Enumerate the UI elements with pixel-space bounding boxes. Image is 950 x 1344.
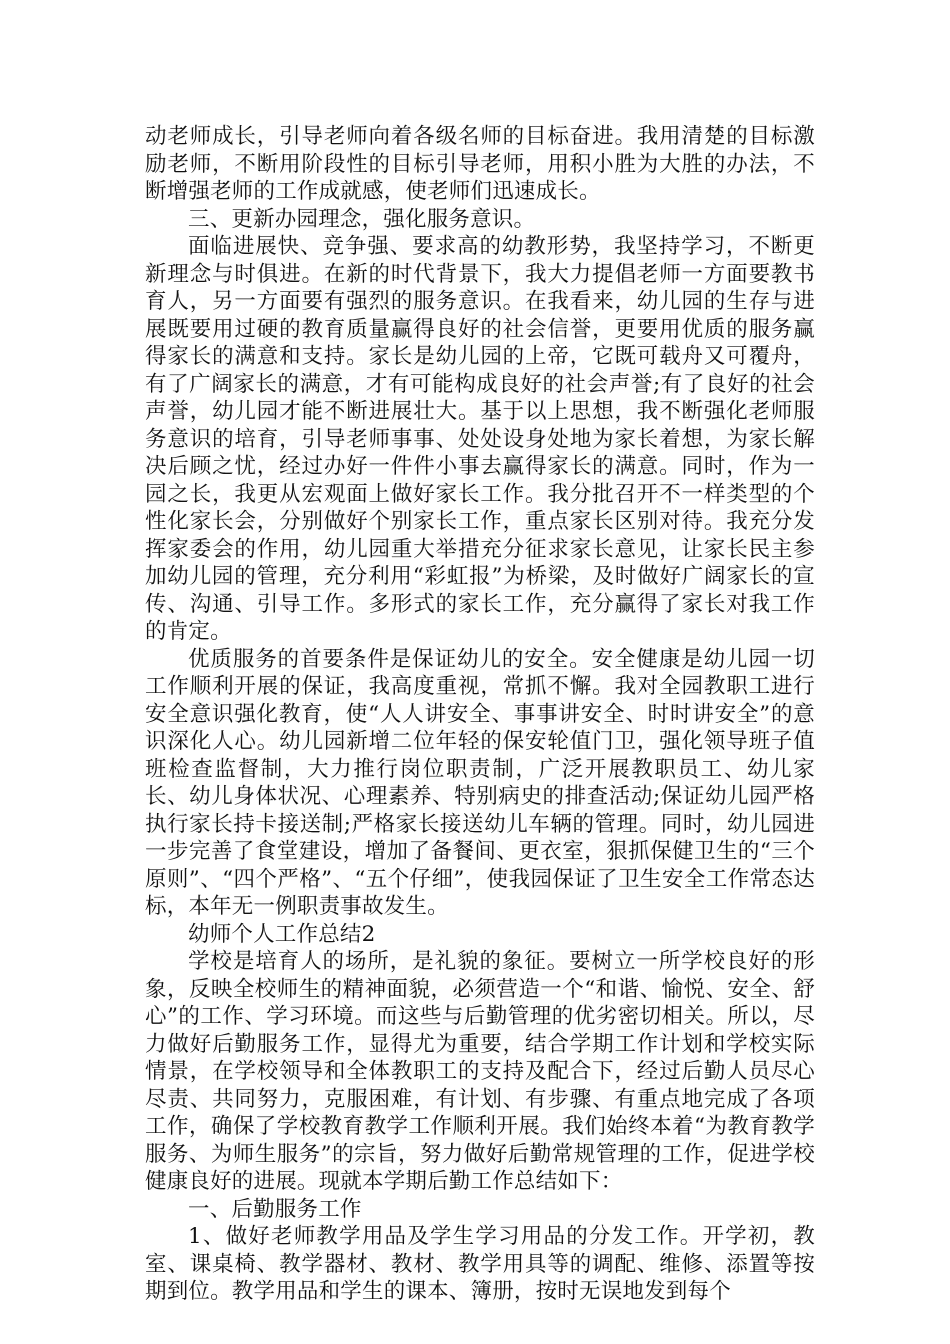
document-subtitle: 幼师个人工作总结2 — [188, 921, 376, 947]
paragraph: 学校是培育人的场所，是礼貌的象征。要树立一所学校良好的形象，反映全校师生的精神面貌，必须营造一个“和谐、愉悦、安全、舒心”的工作、学习环境。而这些与后勤管理的优劣密切相关。所以，尽力做好后勤服务工作，显得尤为重要，结合学期工作计划和学校实际情景，在学校领导和全体教职工的支持及配合下，经过后勤人员尽心尽责、共同努力，克服困难，有计划、有步骤、有重点地完成了各项工作，确保了学校教育教学工作顺利开展。我们始终本着“为教育教学服务、为师生服务”的宗旨，努力做好后勤常规管理的工作，促进学校健康良好的进展。现就本学期后勤工作总结如下： — [145, 949, 815, 1194]
document-body — [145, 123, 815, 1306]
section-heading-1: 一、后勤服务工作 — [188, 1196, 362, 1222]
section-heading-3: 三、更新办园理念，强化服务意识。 — [188, 206, 536, 232]
paragraph: 面临进展快、竞争强、要求高的幼教形势，我坚持学习，不断更新理念与时俱进。在新的时代背景下，我大力提倡老师一方面要教书育人，另一方面要有强烈的服务意识。在我看来，幼儿园的生存与进展既要用过硬的教育质量赢得良好的社会信誉，更要用优质的服务赢得家长的满意和支持。家长是幼儿园的上帝，它既可载舟又可覆舟，有了广阔家长的满意，才有可能构成良好的社会声誉;有了良好的社会声誉，幼儿园才能不断进展壮大。基于以上思想，我不断强化老师服务意识的培育，引导老师事事、处处设身处地为家长着想，为家长解决后顾之忧，经过办好一件件小事去赢得家长的满意。同时，作为一园之长，我更从宏观面上做好家长工作。我分批召开不一样类型的个性化家长会，分别做好个别家长工作，重点家长区别对待。我充分发挥家委会的作用，幼儿园重大举措充分征求家长意见，让家长民主参加幼儿园的管理，充分利用“彩虹报”为桥梁，及时做好广阔家长的宣传、沟通、引导工作。多形式的家长工作，充分赢得了家长对我工作的肯定。 — [145, 234, 815, 644]
paragraph: 1、做好老师教学用品及学生学习用品的分发工作。开学初，教室、课桌椅、教学器材、教材、教学用具等的调配、维修、添置等按期到位。教学用品和学生的课本、簿册，按时无误地发到每个 — [145, 1224, 815, 1304]
paragraph-continuation: 动老师成长，引导老师向着各级名师的目标奋进。我用清楚的目标激励老师，不断用阶段性的目标引导老师，用积小胜为大胜的办法，不断增强老师的工作成就感，使老师们迅速成长。 — [145, 124, 815, 204]
paragraph: 优质服务的首要条件是保证幼儿的安全。安全健康是幼儿园一切工作顺利开展的保证，我高度重视，常抓不懈。我对全园教职工进行安全意识强化教育，使“人人讲安全、事事讲安全、时时讲安全”的意识深化人心。幼儿园新增二位年轻的保安轮值门卫，强化领导班子值班检查监督制，大力推行岗位职责制，广泛开展教职员工、幼儿家长、幼儿身体状况、心理素养、特别病史的排查活动;保证幼儿园严格执行家长持卡接送制;严格家长接送幼儿车辆的管理。同时，幼儿园进一步完善了食堂建设，增加了备餐间、更衣室，狠抓保健卫生的“三个原则”、“四个严格”、“五个仔细”，使我园保证了卫生安全工作常态达标，本年无一例职责事故发生。 — [145, 646, 815, 919]
